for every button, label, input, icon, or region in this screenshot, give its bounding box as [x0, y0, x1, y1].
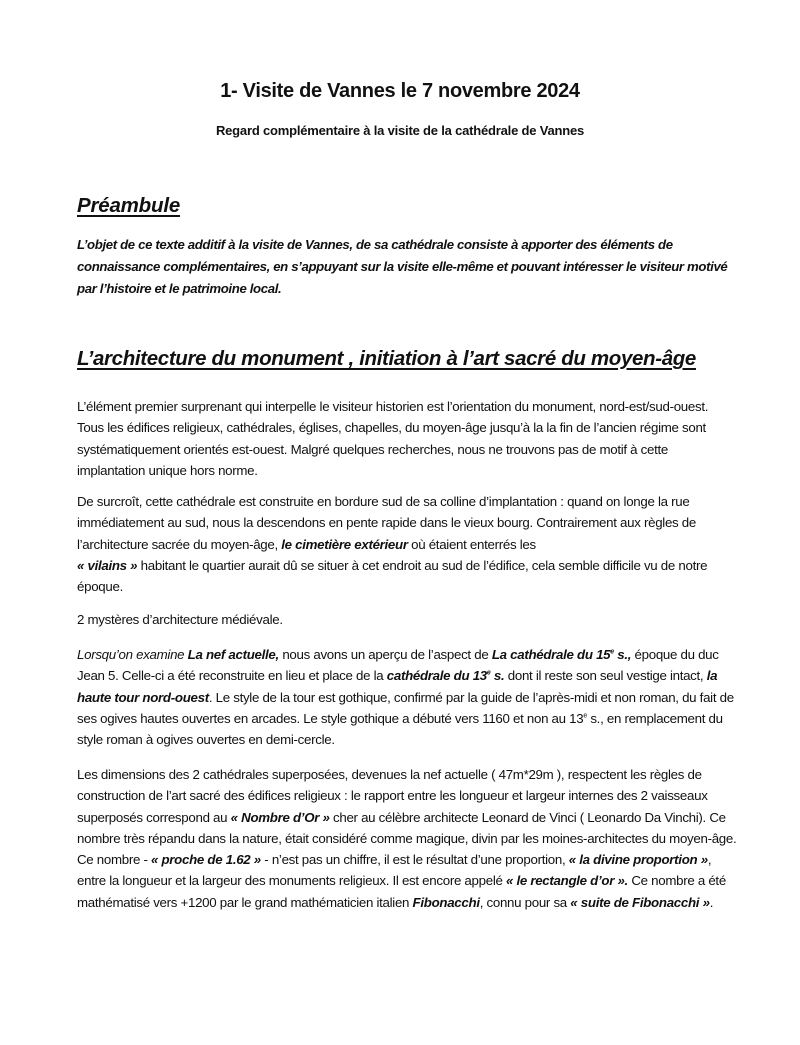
- preamble-heading: Préambule: [77, 194, 181, 217]
- text-run: cathédrale du 13: [386, 668, 487, 684]
- paragraph-surcroit: [77, 491, 737, 597]
- text-run: où étaient enterrés les: [407, 536, 536, 552]
- text-run: s.: [490, 668, 505, 684]
- emphasis-suite-fibonacchi: « suite de Fibonacchi »: [570, 894, 710, 910]
- emphasis-nombre-or: « Nombre d’Or »: [230, 809, 330, 825]
- emphasis-cathedrale-15: [492, 647, 631, 662]
- text-run: De surcroît, cette cathédrale est construite en bordure sud de sa colline d’implantation : quand on longe la rue immédiatement au sud, nous la descendons en pente rapide dans le vieux bourg. Contrairement aux règles de l’architecture sacrée du moyen-âge,: [77, 494, 696, 552]
- text-run: cher au célèbre architecte Leonard de Vinci ( Leonardo Da Vinchi). Ce nombre très répandu dans la nature, était considéré comme magique, divin par les moines-architectes du moyen-âge. Ce nombre -: [77, 809, 737, 868]
- text-run: - n’est pas un chiffre, il est le résultat d’une proportion,: [260, 852, 569, 868]
- superscript: e: [583, 712, 587, 720]
- text-run: La cathédrale du 15: [491, 647, 611, 662]
- emphasis-rectangle-or: « le rectangle d’or ».: [505, 873, 628, 889]
- superscript: e: [486, 669, 491, 677]
- emphasis-proche-162: « proche de 1.62 »: [151, 852, 261, 868]
- text-run: , connu pour sa: [479, 894, 571, 910]
- text-run: époque du duc Jean 5. Celle-ci a été reconstruite en lieu et place de la: [77, 647, 719, 684]
- text-run: dont il reste son seul vestige intact,: [504, 668, 707, 684]
- text-run: s., en remplacement du style roman à ogives ouvertes en demi-cercle.: [77, 710, 723, 748]
- text-run: habitant le quartier aurait dû se situer à cet endroit au sud de l’édifice, cela semble difficile vu de notre époque.: [77, 557, 708, 595]
- superscript: e: [610, 648, 614, 656]
- emphasis-fibonacchi: Fibonacchi: [412, 894, 480, 910]
- paragraph-orientation: L’élément premier surprenant qui interpelle le visiteur historien est l’orientation du monument, nord-est/sud-ouest. Tous les édifices religieux, cathédrales, églises, chapelles, du moyen-âge jusqu’à la la fin de l’ancien régime sont systématiquement orientés est-ouest. Malgré quelques recherches, nous ne trouvons pas de motif à cette implantation unique hors norme.: [77, 399, 709, 478]
- document-title: 1- Visite de Vannes le 7 novembre 2024: [220, 80, 580, 102]
- text-run: , entre la longueur et la largeur des monuments religieux. Il est encore appelé: [77, 852, 712, 889]
- text-run: nous avons un aperçu de l’aspect de: [278, 647, 492, 662]
- text-run: Les dimensions des 2 cathédrales superposées, devenues la nef actuelle ( 47m*29m ), respectent les règles de construction de l’art sacré des édifices religieux : le rapport entre les longueur et largeur internes des 2 vaisseaux superposés correspond au: [77, 767, 708, 825]
- emphasis-cathedrale-13: [387, 668, 505, 683]
- text-run: . Le style de la tour est gothique, confirmé par la guide de l’après-midi et non roman, du fait de ses ogives hautes ouvertes en arcades. Le style gothique a débuté vers 1160 et non au 13: [77, 689, 734, 726]
- text-run: s.,: [613, 647, 632, 662]
- emphasis-cimetiere: le cimetière extérieur: [281, 536, 408, 552]
- paragraph-dimensions: [77, 764, 737, 913]
- emphasis-vilains: « vilains »: [77, 557, 138, 573]
- text-run-italic: Lorsqu’on examine: [77, 647, 188, 662]
- paragraph-mysteres: 2 mystères d’architecture médiévale.: [77, 612, 283, 627]
- emphasis-divine-proportion: « la divine proportion »: [568, 852, 708, 868]
- section-heading: L’architecture du monument , initiation à l’art sacré du moyen-âge: [77, 347, 696, 370]
- emphasis-nef-actuelle: La nef actuelle,: [187, 647, 279, 662]
- text-run: Ce nombre a été mathématisé vers +1200 par le grand mathématicien italien: [77, 873, 726, 910]
- emphasis-haute-tour: la haute tour nord-ouest: [77, 668, 718, 705]
- preamble-text: L’objet de ce texte additif à la visite de Vannes, de sa cathédrale consiste à apporter des éléments de connaissance complémentaires, en s’appuyant sur la visite elle-même et pouvant intéresser le visiteur motivé par l’histoire et le patrimoine local.: [77, 237, 728, 296]
- paragraph-nef: [77, 644, 737, 750]
- text-run: .: [709, 894, 714, 910]
- document-subtitle: Regard complémentaire à la visite de la cathédrale de Vannes: [215, 123, 585, 138]
